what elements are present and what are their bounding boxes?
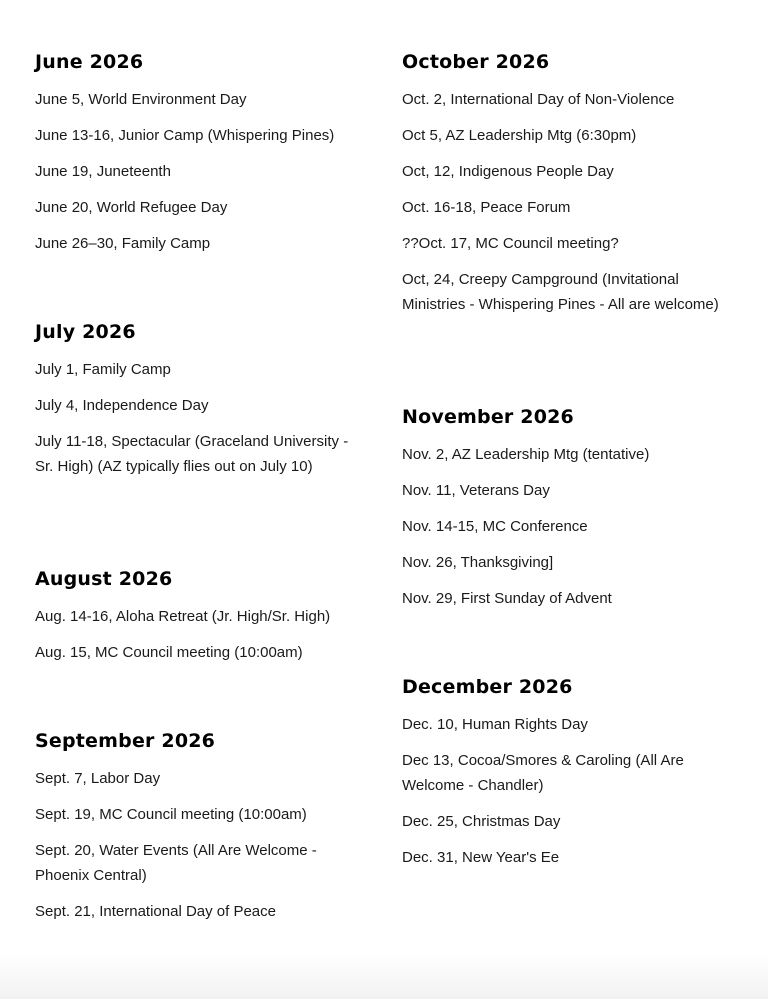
month-october	[402, 50, 737, 329]
event-item: Aug. 14-16, Aloha Retreat (Jr. High/Sr. High)	[35, 608, 331, 625]
event-item: July 11-18, Spectacular (Graceland University - Sr. High) (AZ typically flies out on July 10)	[35, 433, 349, 475]
event-item: Nov. 2, AZ Leadership Mtg (tentative)	[402, 446, 650, 463]
event-item: Oct 5, AZ Leadership Mtg (6:30pm)	[402, 127, 637, 144]
month-heading: December 2026	[402, 676, 573, 698]
event-item: June 19, Juneteenth	[35, 163, 171, 180]
month-september	[35, 729, 370, 936]
event-item: Nov. 29, First Sunday of Advent	[402, 590, 612, 607]
month-heading: October 2026	[402, 51, 550, 73]
event-item: June 20, World Refugee Day	[35, 199, 228, 216]
month-december	[402, 675, 737, 882]
month-heading: August 2026	[35, 568, 173, 590]
event-item: Dec. 25, Christmas Day	[402, 812, 561, 830]
event-item: Dec 13, Cocoa/Smores & Caroling (All Are Welcome - Chandler)	[402, 752, 684, 794]
event-item: Dec. 10, Human Rights Day	[402, 716, 588, 733]
event-item: Oct. 2, International Day of Non-Violence	[402, 91, 675, 108]
month-heading: November 2026	[402, 406, 574, 428]
event-item: Oct, 12, Indigenous People Day	[402, 163, 614, 180]
month-heading: July 2026	[35, 321, 136, 343]
month-july	[35, 320, 370, 491]
month-june	[35, 50, 370, 268]
month-heading: September 2026	[35, 730, 216, 752]
event-item: Nov. 26, Thanksgiving]	[402, 554, 554, 571]
event-item: June 26–30, Family Camp	[35, 235, 211, 252]
page-bottom-edge	[0, 954, 768, 999]
event-item: July 1, Family Camp	[35, 361, 171, 378]
event-item: Sept. 7, Labor Day	[35, 770, 161, 787]
event-item: Oct, 24, Creepy Campground (Invitational Ministries - Whispering Pines - All are welcome)	[402, 271, 719, 313]
event-item: Aug. 15, MC Council meeting (10:00am)	[35, 644, 303, 661]
event-item: June 13-16, Junior Camp (Whispering Pines)	[35, 127, 335, 144]
event-item: June 5, World Environment Day	[35, 91, 247, 108]
event-item: Sept. 20, Water Events (All Are Welcome - Phoenix Central)	[35, 842, 317, 884]
month-november	[402, 405, 737, 623]
event-item: Nov. 11, Veterans Day	[402, 482, 550, 499]
event-item: Sept. 19, MC Council meeting (10:00am)	[35, 806, 307, 823]
event-item: July 4, Independence Day	[35, 397, 209, 414]
event-item: ??Oct. 17, MC Council meeting?	[402, 235, 619, 252]
month-august	[35, 567, 370, 677]
event-item: Oct. 16-18, Peace Forum	[402, 199, 571, 216]
month-heading: June 2026	[35, 51, 144, 73]
event-item: Sept. 21, International Day of Peace	[35, 902, 276, 920]
event-item: Dec. 31, New Year's Ee	[402, 848, 560, 866]
event-item: Nov. 14-15, MC Conference	[402, 518, 588, 535]
